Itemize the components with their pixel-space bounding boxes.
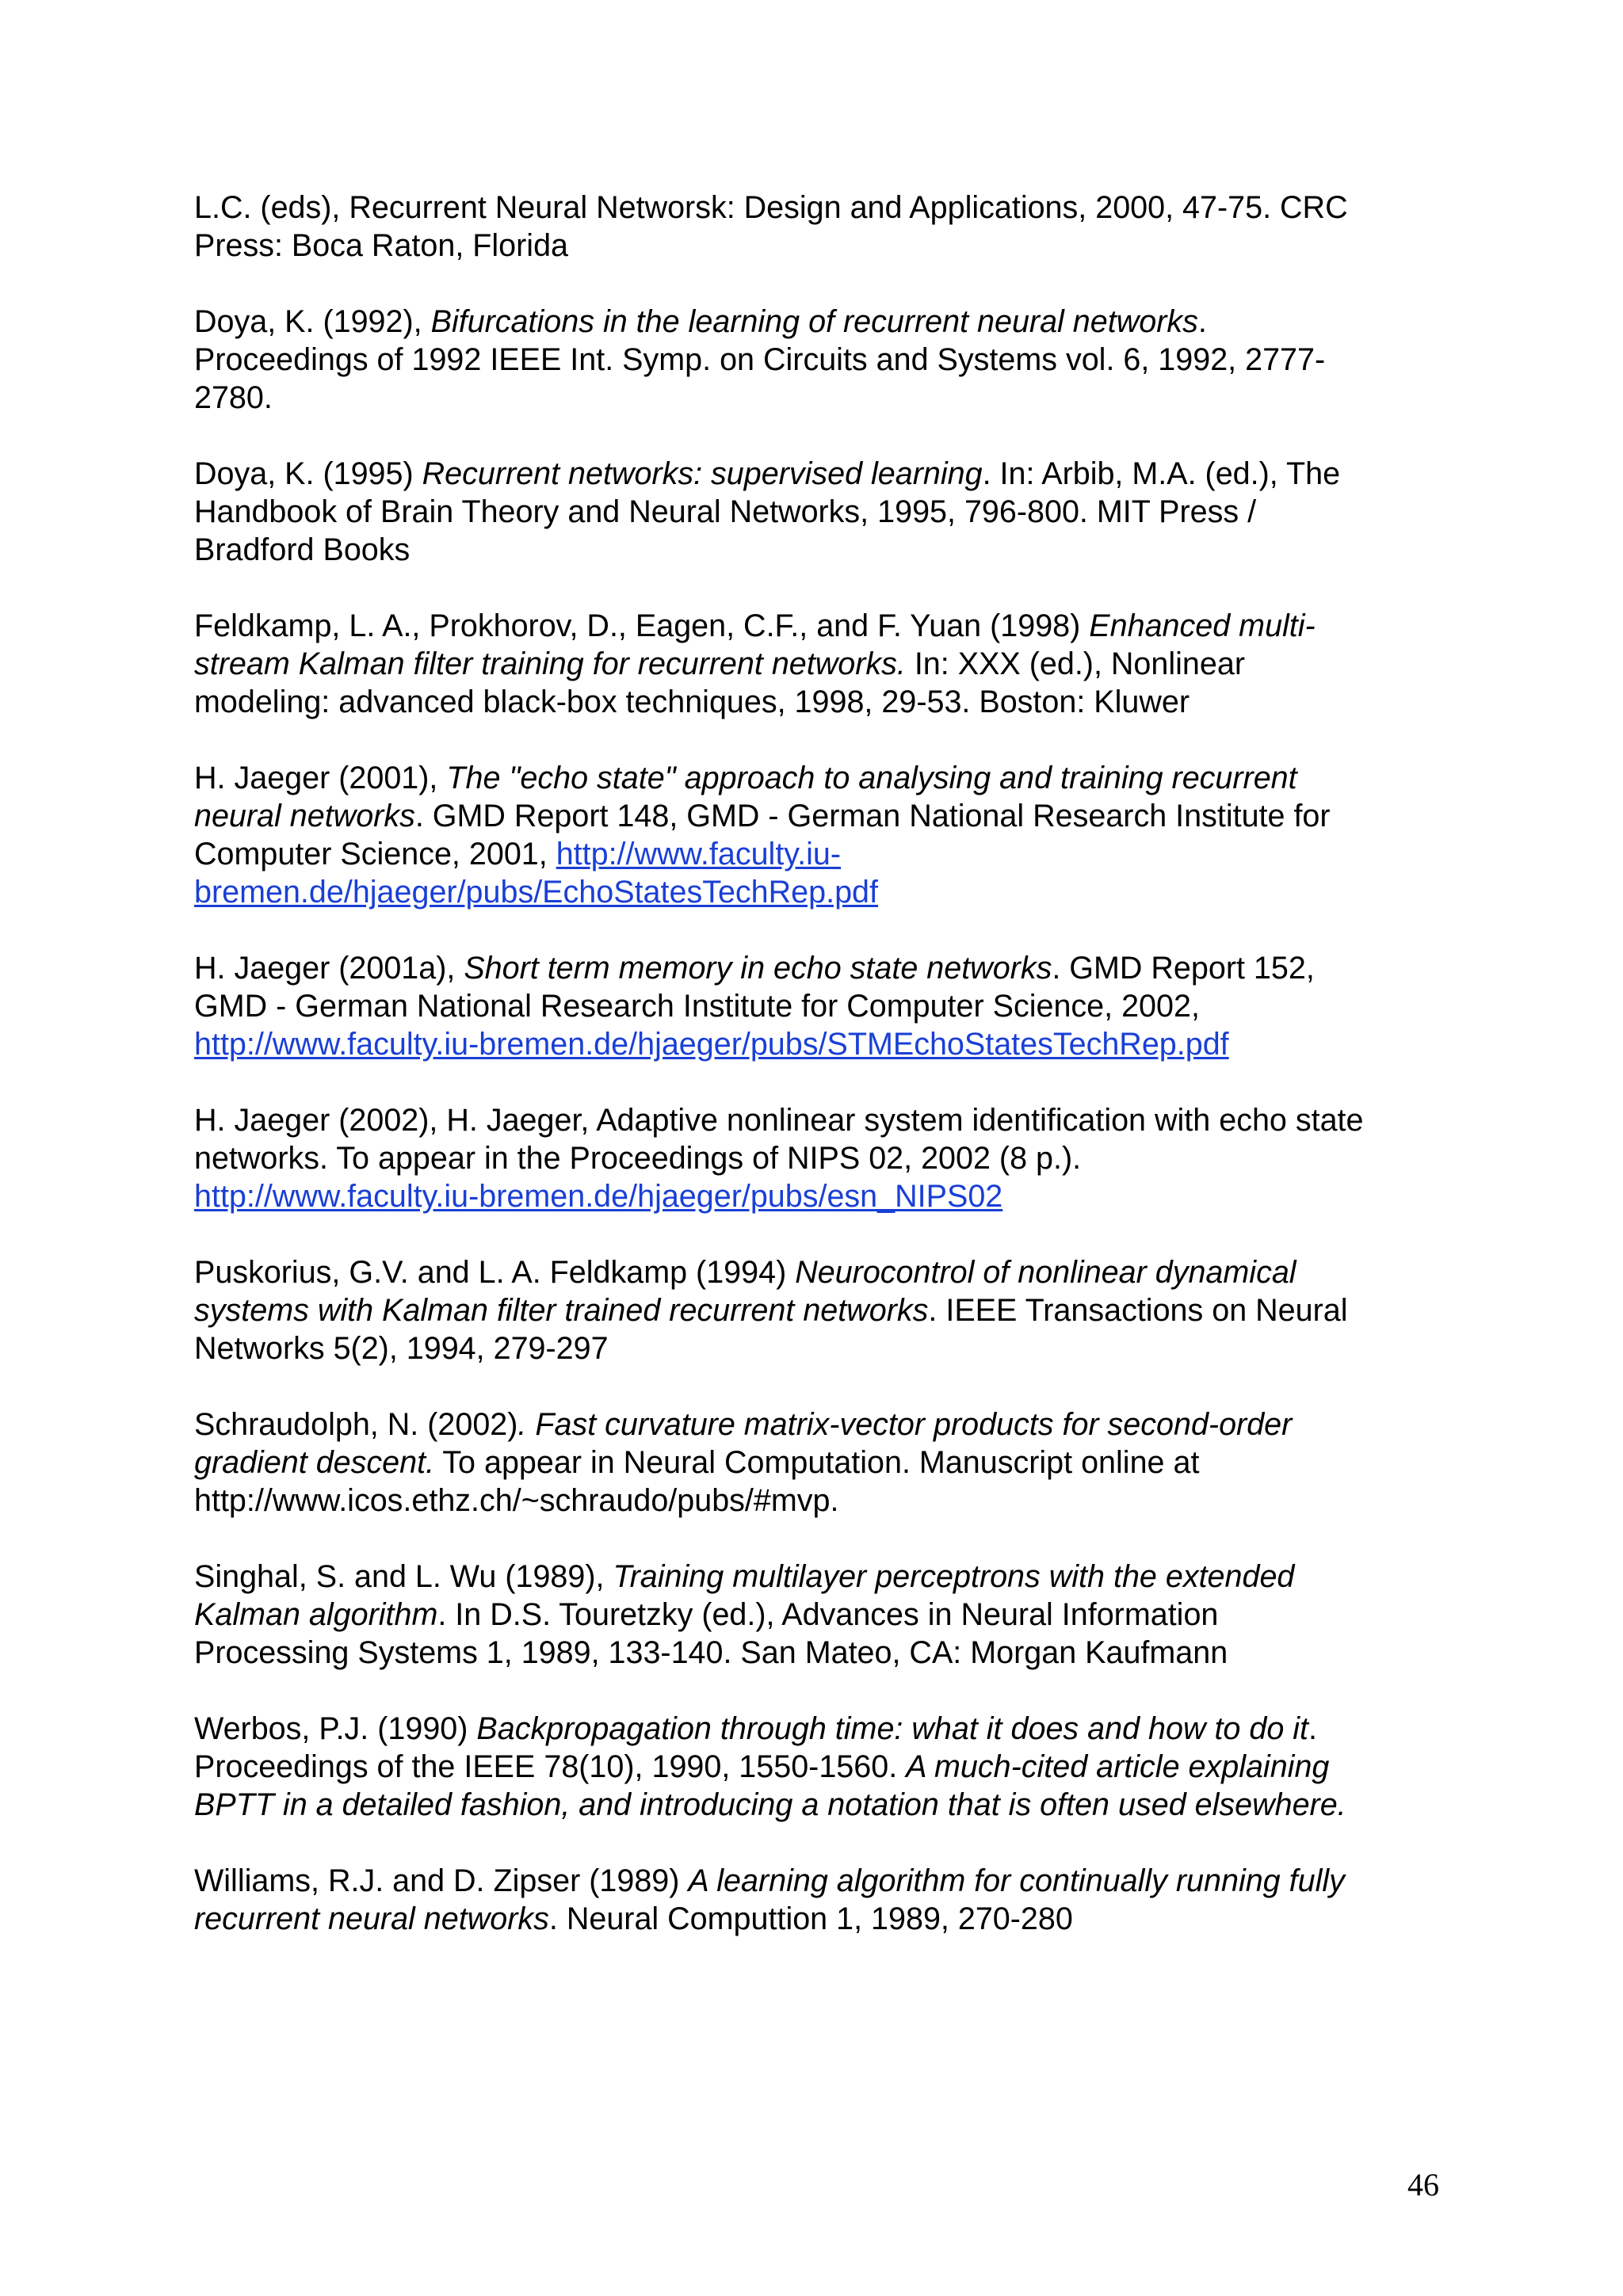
reference-entry [194, 303, 1446, 417]
reference-authors: Doya, K. (1995) [194, 456, 422, 491]
reference-authors: Puskorius, G.V. and L. A. Feldkamp (1994) [194, 1255, 796, 1290]
reference-list [194, 189, 1446, 1976]
reference-title: gradient descent. [194, 1445, 435, 1480]
reference-entry [194, 759, 1446, 911]
page-number: 46 [1407, 2167, 1439, 2203]
reference-text: In: XXX (ed.), Nonlinear [905, 646, 1245, 681]
reference-note: A much-cited article explaining [906, 1749, 1330, 1784]
reference-authors: Schraudolph, N. (2002) [194, 1407, 518, 1442]
reference-text: modeling: advanced black-box techniques, 1998, 29-53. Boston: Kluwer [194, 685, 1190, 719]
reference-text: Computer Science, 2001, [194, 837, 556, 871]
reference-text: http://www.icos.ethz.ch/~schraudo/pubs/#mvp. [194, 1483, 839, 1518]
reference-text: . [1308, 1711, 1318, 1746]
reference-title: Short term memory in echo state networks [464, 951, 1052, 986]
reference-text: networks. To appear in the Proceedings of NIPS 02, 2002 (8 p.). [194, 1141, 1082, 1176]
reference-text: . In D.S. Touretzky (ed.), Advances in Neural Information [437, 1597, 1219, 1632]
reference-entry [194, 1405, 1446, 1520]
reference-title: Neurocontrol of nonlinear dynamical [795, 1255, 1296, 1290]
reference-text: H. Jaeger (2002), H. Jaeger, Adaptive nonlinear system identification with echo state [194, 1103, 1364, 1138]
reference-title: Kalman algorithm [194, 1597, 438, 1632]
reference-title: neural networks [194, 799, 415, 833]
reference-entry [194, 1253, 1446, 1367]
reference-link[interactable]: bremen.de/hjaeger/pubs/EchoStatesTechRep.pdf [194, 875, 878, 910]
reference-text: GMD - German National Research Institute for Computer Science, 2002, [194, 989, 1200, 1024]
reference-authors: Williams, R.J. and D. Zipser (1989) [194, 1863, 689, 1898]
reference-text: . Neural Computtion 1, 1989, 270-280 [548, 1901, 1073, 1936]
reference-text: Networks 5(2), 1994, 279-297 [194, 1331, 609, 1366]
reference-text: . GMD Report 152, [1052, 951, 1315, 986]
reference-authors: Feldkamp, L. A., Prokhorov, D., Eagen, C.F., and F. Yuan (1998) [194, 608, 1090, 643]
reference-authors: Werbos, P.J. (1990) [194, 1711, 477, 1746]
reference-entry [194, 1101, 1446, 1215]
reference-text: . [1197, 304, 1207, 339]
reference-title: The "echo state" approach to analysing and training recurrent [446, 761, 1297, 795]
reference-entry [194, 1710, 1446, 1824]
reference-authors: H. Jaeger (2001a), [194, 951, 464, 986]
reference-title: stream Kalman filter training for recurrent networks. [194, 646, 906, 681]
reference-link[interactable]: http://www.faculty.iu- [556, 837, 841, 871]
reference-title: recurrent neural networks [194, 1901, 549, 1936]
reference-title: Backpropagation through time: what it does and how to do it [476, 1711, 1309, 1746]
reference-title: systems with Kalman filter trained recurrent networks [194, 1293, 929, 1328]
reference-title: Enhanced multi- [1089, 608, 1316, 643]
reference-authors: Doya, K. (1992), [194, 304, 431, 339]
reference-text: Processing Systems 1, 1989, 133-140. San Mateo, CA: Morgan Kaufmann [194, 1635, 1228, 1670]
reference-text: Proceedings of 1992 IEEE Int. Symp. on Circuits and Systems vol. 6, 1992, 2777- [194, 342, 1326, 377]
reference-authors: H. Jaeger (2001), [194, 761, 447, 795]
reference-text: To appear in Neural Computation. Manuscript online at [434, 1445, 1200, 1480]
reference-link[interactable]: http://www.faculty.iu-bremen.de/hjaeger/pubs/esn_NIPS02 [194, 1179, 1003, 1214]
reference-entry [194, 1558, 1446, 1672]
reference-text: Press: Boca Raton, Florida [194, 228, 569, 263]
reference-title: Training multilayer perceptrons with the extended [613, 1559, 1295, 1594]
reference-authors: Singhal, S. and L. Wu (1989), [194, 1559, 613, 1594]
reference-text: 2780. [194, 380, 273, 415]
reference-entry [194, 607, 1446, 721]
reference-title: . Fast curvature matrix-vector products for second-order [517, 1407, 1293, 1442]
reference-note: BPTT in a detailed fashion, and introducing a notation that is often used elsewhere. [194, 1787, 1346, 1822]
reference-title: A learning algorithm for continually running fully [688, 1863, 1345, 1898]
reference-link[interactable]: http://www.faculty.iu-bremen.de/hjaeger/pubs/STMEchoStatesTechRep.pdf [194, 1027, 1229, 1062]
reference-text: . IEEE Transactions on Neural [928, 1293, 1348, 1328]
reference-text: Handbook of Brain Theory and Neural Networks, 1995, 796-800. MIT Press / [194, 494, 1257, 529]
reference-entry [194, 455, 1446, 569]
reference-text: Bradford Books [194, 532, 411, 567]
reference-text: Proceedings of the IEEE 78(10), 1990, 1550-1560. [194, 1749, 907, 1784]
reference-title: Bifurcations in the learning of recurrent neural networks [430, 304, 1198, 339]
reference-text: . In: Arbib, M.A. (ed.), The [982, 456, 1341, 491]
reference-entry [194, 949, 1446, 1063]
reference-entry [194, 189, 1446, 265]
reference-entry [194, 1862, 1446, 1938]
reference-title: Recurrent networks: supervised learning [422, 456, 983, 491]
reference-text: . GMD Report 148, GMD - German National Research Institute for [414, 799, 1331, 833]
reference-text: L.C. (eds), Recurrent Neural Networsk: Design and Applications, 2000, 47-75. CRC [194, 190, 1348, 225]
